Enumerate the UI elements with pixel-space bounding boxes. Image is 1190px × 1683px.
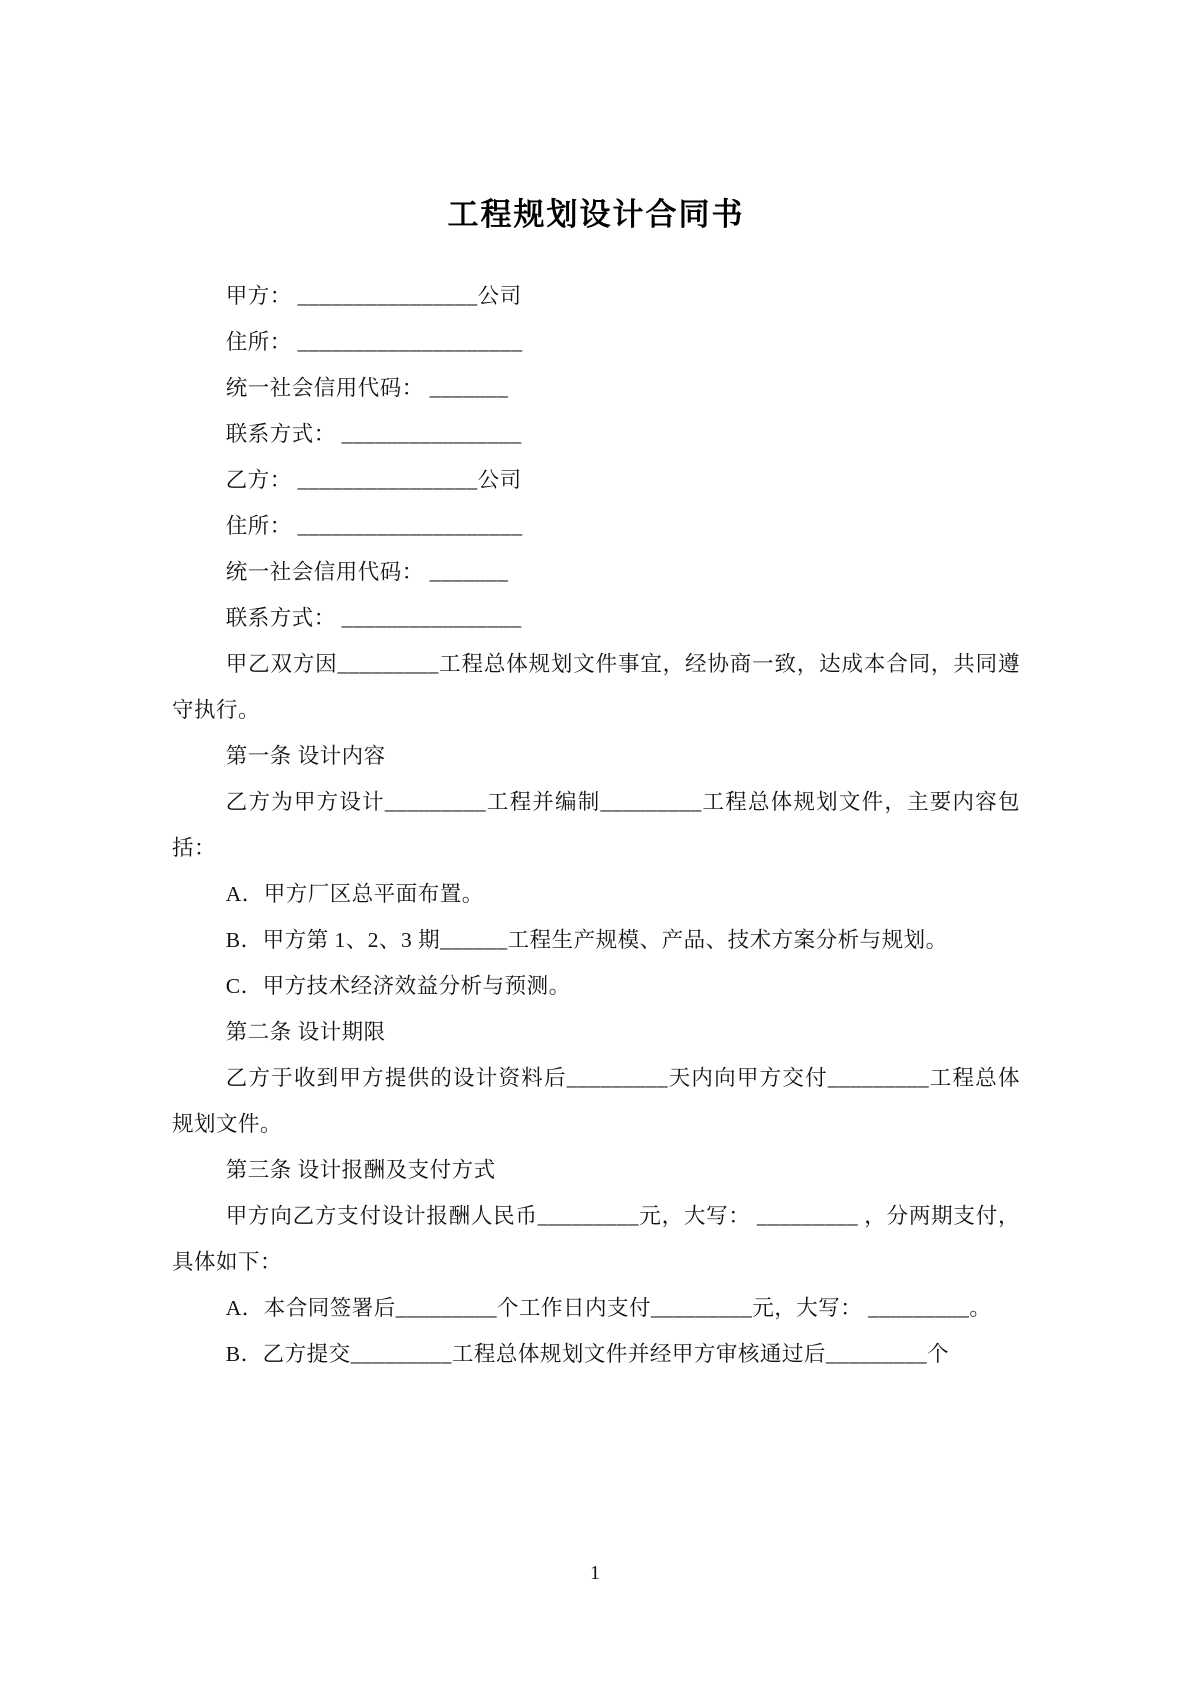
party-a-credit-code-line: 统一社会信用代码： _______ xyxy=(225,376,509,400)
article-1-intro: 乙方为甲方设计_________工程并编制_________工程总体规划文件，主要内容包括： xyxy=(172,790,1020,860)
party-a-address-line: 住所： ____________________ xyxy=(225,330,523,354)
article-2-heading: 第二条 设计期限 xyxy=(225,1020,386,1044)
party-b-address-line: 住所： ____________________ xyxy=(225,514,523,538)
party-a-contact-line: 联系方式： ________________ xyxy=(225,422,522,446)
article-3-item-b: B．乙方提交_________工程总体规划文件并经甲方审核通过后_________个 xyxy=(225,1342,950,1366)
article-1-item-c: C．甲方技术经济效益分析与预测。 xyxy=(225,974,571,998)
party-b-credit-code-line: 统一社会信用代码： _______ xyxy=(225,560,509,584)
party-b-name-line: 乙方： ________________公司 xyxy=(225,468,522,492)
article-1-heading: 第一条 设计内容 xyxy=(225,744,386,768)
preamble-paragraph: 甲乙双方因_________工程总体规划文件事宜，经协商一致，达成本合同，共同遵守执行。 xyxy=(172,652,1020,722)
article-3-item-a: A．本合同签署后_________个工作日内支付_________元，大写： _________。 xyxy=(225,1296,992,1320)
document-title: 工程规划设计合同书 xyxy=(447,197,745,232)
page-number: 1 xyxy=(590,1562,600,1584)
article-3-heading: 第三条 设计报酬及支付方式 xyxy=(225,1158,496,1182)
document-body xyxy=(172,195,1020,1377)
party-b-contact-line: 联系方式： ________________ xyxy=(225,606,522,630)
article-1-item-a: A．甲方厂区总平面布置。 xyxy=(225,882,484,906)
article-2-body: 乙方于收到甲方提供的设计资料后_________天内向甲方交付_________工程总体规划文件。 xyxy=(172,1066,1020,1136)
party-a-name-line: 甲方： ________________公司 xyxy=(225,284,522,308)
article-3-intro: 甲方向乙方支付设计报酬人民币_________元，大写： _________ ，分两期支付，具体如下： xyxy=(172,1204,1020,1274)
article-1-item-b: B．甲方第 1、2、3 期______工程生产规模、产品、技术方案分析与规划。 xyxy=(225,928,948,952)
